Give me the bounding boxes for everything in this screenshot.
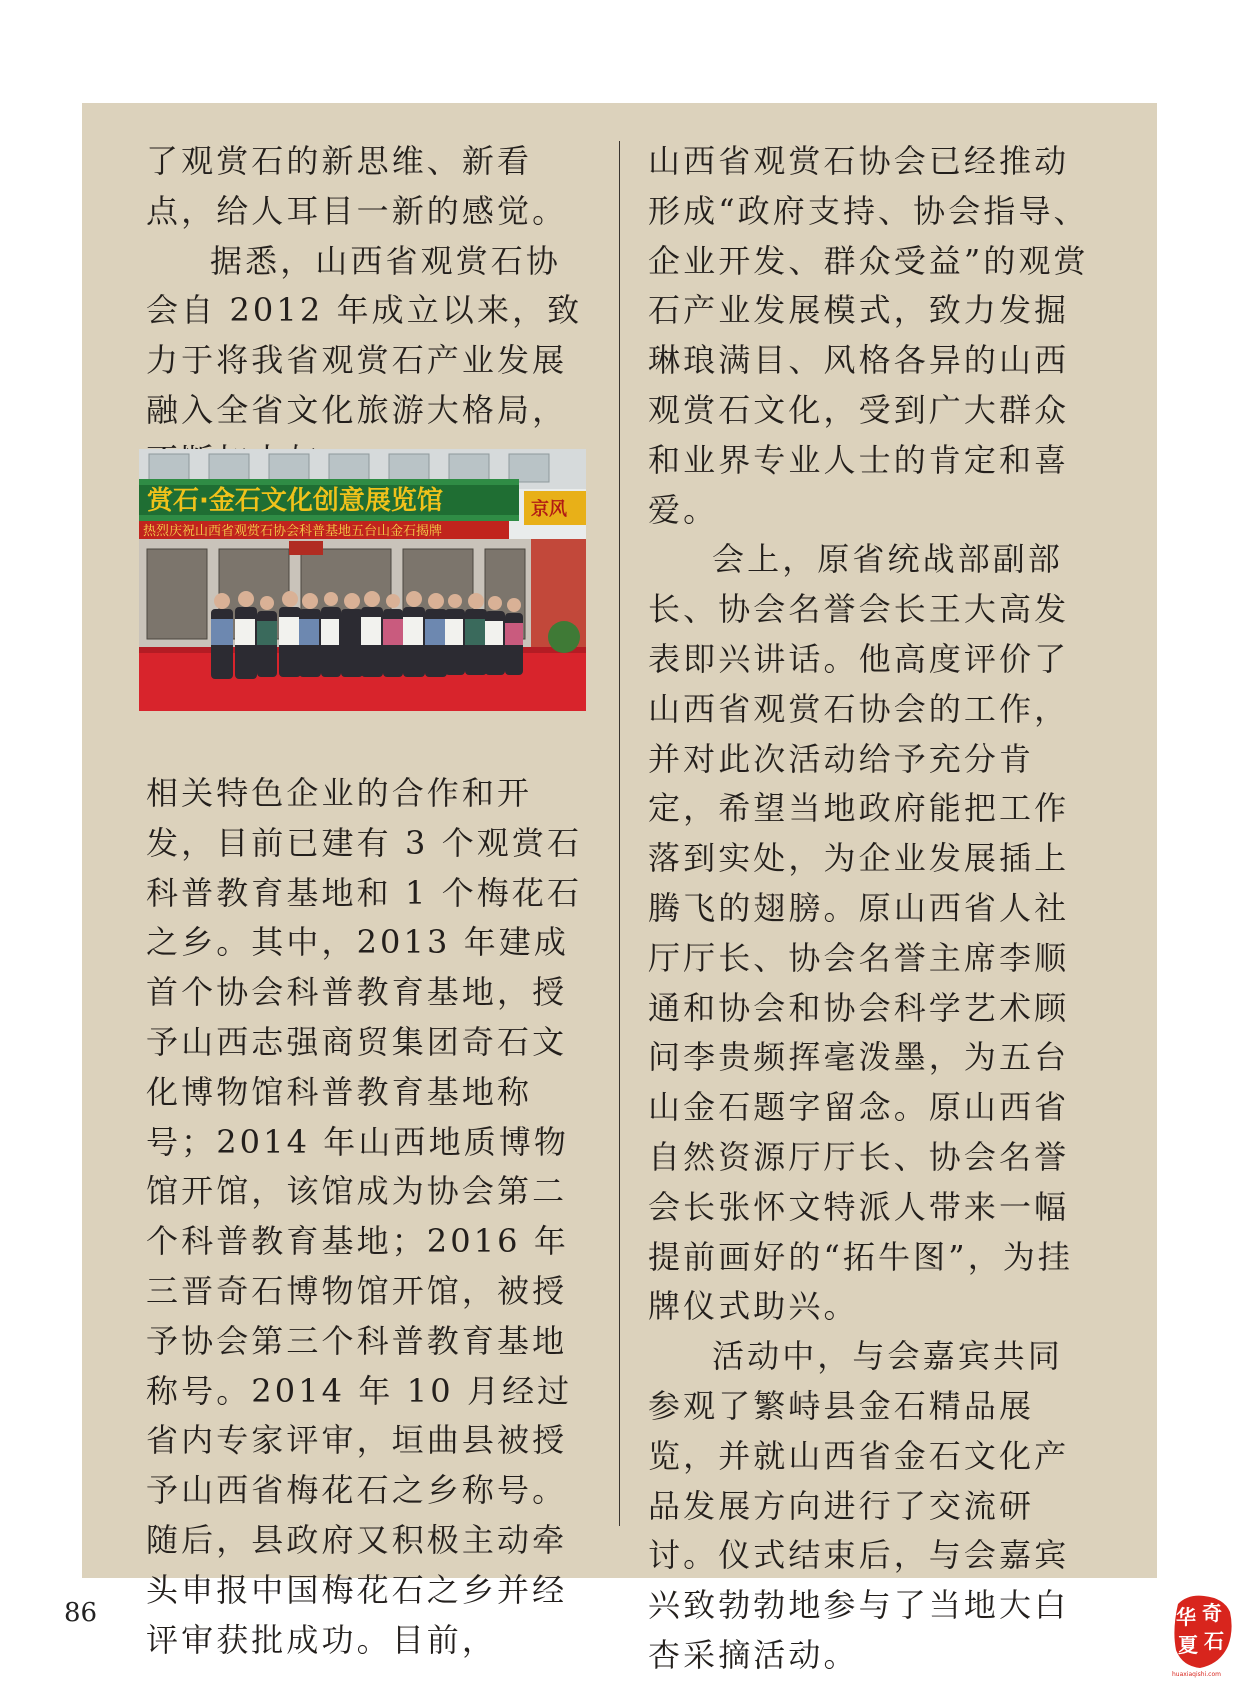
site-logo xyxy=(1170,1590,1236,1678)
logo-char-4: 石 xyxy=(1204,1629,1224,1653)
right-paragraph-3: 活动中，与会嘉宾共同参观了繁峙县金石精品展览，并就山西省金石文化产品发展方向进行了交流研讨。仪式结束后，与会嘉宾兴致勃勃地参与了当地大白杏采摘活动。 xyxy=(648,1337,1070,1674)
column-divider xyxy=(619,141,620,1526)
photo-side-sign-text: 京风 xyxy=(531,499,567,520)
right-paragraph-1: 山西省观赏石协会已经推动形成“政府支持、协会指导、企业开发、群众受益”的观赏石产业发展模式，致力发掘琳琅满目、风格各异的山西观赏石文化，受到广大群众和业界专业人士的肯定和喜爱。 xyxy=(648,142,1089,529)
left-column-lower xyxy=(146,769,596,1665)
event-photo xyxy=(139,449,586,711)
logo-char-3: 奇 xyxy=(1202,1601,1222,1625)
right-paragraph-2: 会上，原省统战部副部长、协会名誉会长王大高发表即兴讲话。他高度评价了山西省观赏石协会的工作，并对此次活动给予充分肯定，希望当地政府能把工作落到实处，为企业发展插上腾飞的翅膀。原山西省人社厅厅长、协会名誉主席李顺通和协会和协会科学艺术顾问李贵频挥毫泼墨，为五台山金石题字留念。原山西省自然资源厅厅长、协会名誉会长张怀文特派人带来一幅提前画好的“拓牛图”，为挂牌仪式助兴。 xyxy=(648,540,1074,1326)
article-panel xyxy=(82,103,1157,1674)
left-column-upper xyxy=(146,137,596,486)
photo-sign-text: 赏石·金石文化创意展览馆 xyxy=(147,486,443,516)
page-number: 86 xyxy=(64,1598,98,1628)
logo-char-1: 华 xyxy=(1176,1605,1196,1629)
left-paragraph-1: 了观赏石的新思维、新看点，给人耳目一新的感觉。 xyxy=(146,142,568,230)
logo-url: huaxiaqishi.com xyxy=(1172,1671,1221,1678)
photo-banner-text: 热烈庆祝山西省观赏石协会科普基地五台山金石揭牌 xyxy=(143,524,443,539)
logo-char-2: 夏 xyxy=(1178,1633,1198,1657)
left-paragraph-3: 相关特色企业的合作和开发，目前已建有 3 个观赏石科普教育基地和 1 个梅花石之乡。其中，2013 年建成首个协会科普教育基地，授予山西志强商贸集团奇石文化博物馆科普教育基地称号；2014 年山西地质博物馆开馆，该馆成为协会第二个科普教育基地；2016 年三晋奇石博物馆开馆，被授予协会第三个科普教育基地称号。2014 年 10 月经过省内专家评审，垣曲县被授予山西省梅花石之乡称号。随后，县政府又积极主动牵头申报中国梅花石之乡并经评审获批成功。目前， xyxy=(146,774,583,1659)
right-column xyxy=(648,137,1098,1681)
left-paragraph-2: 据悉，山西省观赏石协会自 2012 年成立以来，致力于将我省观赏石产业发展融入全省文化旅游大格局， xyxy=(146,241,583,429)
